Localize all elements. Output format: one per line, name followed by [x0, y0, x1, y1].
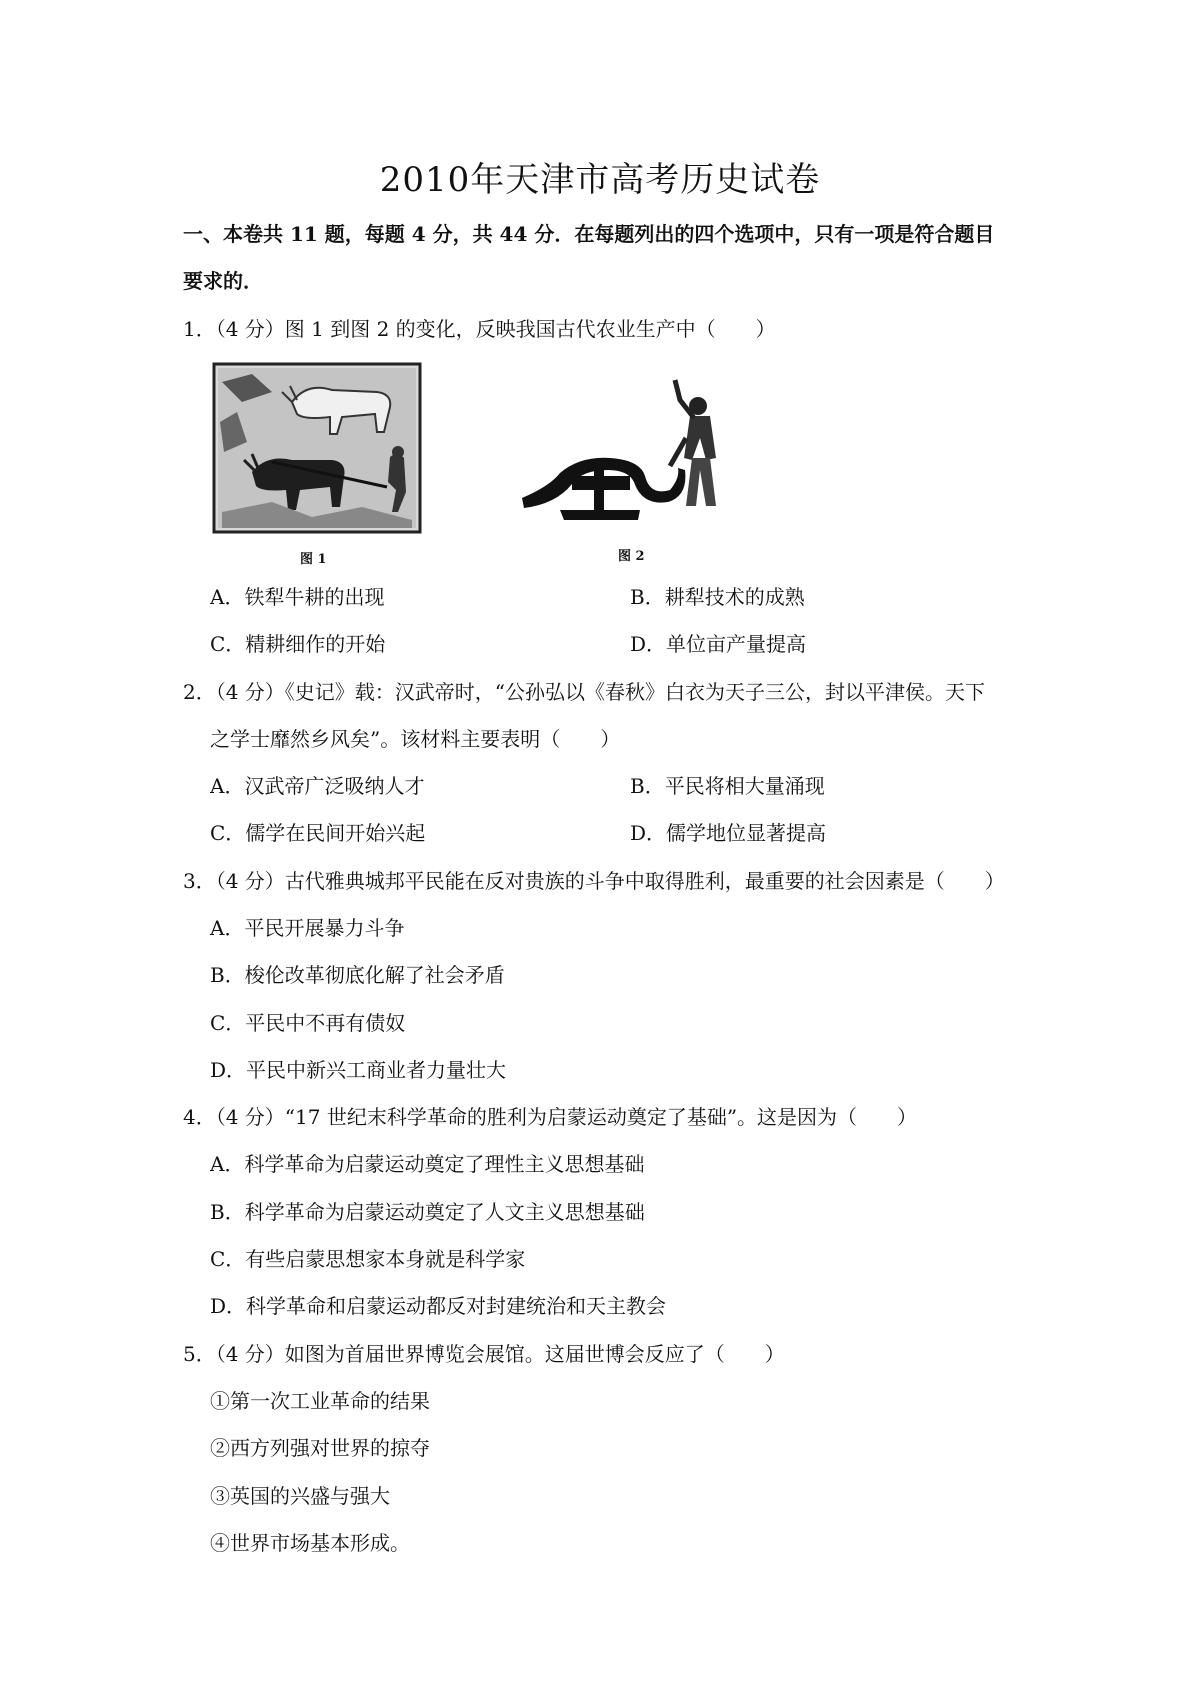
question-4-option-a: A．科学革命为启蒙运动奠定了理性主义思想基础	[210, 1152, 645, 1176]
question-4-option-b: B．科学革命为启蒙运动奠定了人文主义思想基础	[210, 1200, 645, 1224]
question-1-option-a: A．铁犁牛耕的出现	[210, 585, 385, 609]
section-instruction-line1: 一、本卷共 11 题，每题 4 分，共 44 分．在每题列出的四个选项中，只有一项是符合题目	[183, 222, 995, 246]
question-4-stem: 4．（4 分）“17 世纪末科学革命的胜利为启蒙运动奠定了基础”。这是因为（ ）	[183, 1105, 918, 1129]
question-5-stem: 5．（4 分）如图为首届世界博览会展馆。这届世博会反应了（ ）	[183, 1342, 785, 1366]
question-5-item-4: ④世界市场基本形成。	[210, 1531, 410, 1555]
question-2-stem-line2: 之学士靡然乡风矣”。该材料主要表明（ ）	[210, 727, 621, 751]
question-4-option-d: D．科学革命和启蒙运动都反对封建统治和天主教会	[210, 1294, 667, 1318]
question-5-item-3: ③英国的兴盛与强大	[210, 1484, 390, 1508]
question-3-stem: 3．（4 分）古代雅典城邦平民能在反对贵族的斗争中取得胜利，最重要的社会因素是（ ）	[183, 869, 1005, 893]
question-2-option-b: B．平民将相大量涌现	[630, 774, 825, 798]
figure-2-curved-plough-image	[520, 378, 730, 530]
question-3-option-b: B．梭伦改革彻底化解了社会矛盾	[210, 963, 505, 987]
figure-2-caption: 图 2	[618, 549, 645, 564]
section-instruction-line2: 要求的．	[183, 269, 263, 293]
question-1-stem: 1．（4 分）图 1 到图 2 的变化，反映我国古代农业生产中（ ）	[183, 317, 776, 341]
figure-1-caption: 图 1	[300, 552, 327, 567]
question-2-option-a: A．汉武帝广泛吸纳人才	[210, 774, 425, 798]
question-5-item-1: ①第一次工业革命的结果	[210, 1389, 430, 1413]
question-2-stem-line1: 2．（4 分）《史记》载：汉武帝时，“公孙弘以《春秋》白衣为天子三公，封以平津侯。天下	[183, 680, 986, 704]
question-1-option-b: B．耕犁技术的成熟	[630, 585, 805, 609]
question-2-option-d: D．儒学地位显著提高	[630, 821, 827, 845]
question-3-option-a: A．平民开展暴力斗争	[210, 916, 405, 940]
question-4-option-c: C．有些启蒙思想家本身就是科学家	[210, 1247, 526, 1271]
figure-1-ox-plough-image	[212, 362, 422, 534]
question-1-option-d: D．单位亩产量提高	[630, 632, 807, 656]
question-1-option-c: C．精耕细作的开始	[210, 632, 386, 656]
question-3-option-d: D．平民中新兴工商业者力量壮大	[210, 1058, 507, 1082]
question-2-option-c: C．儒学在民间开始兴起	[210, 821, 426, 845]
question-5-item-2: ②西方列强对世界的掠夺	[210, 1436, 430, 1460]
page-title: 2010年天津市高考历史试卷	[379, 160, 821, 200]
question-3-option-c: C．平民中不再有债奴	[210, 1011, 406, 1035]
